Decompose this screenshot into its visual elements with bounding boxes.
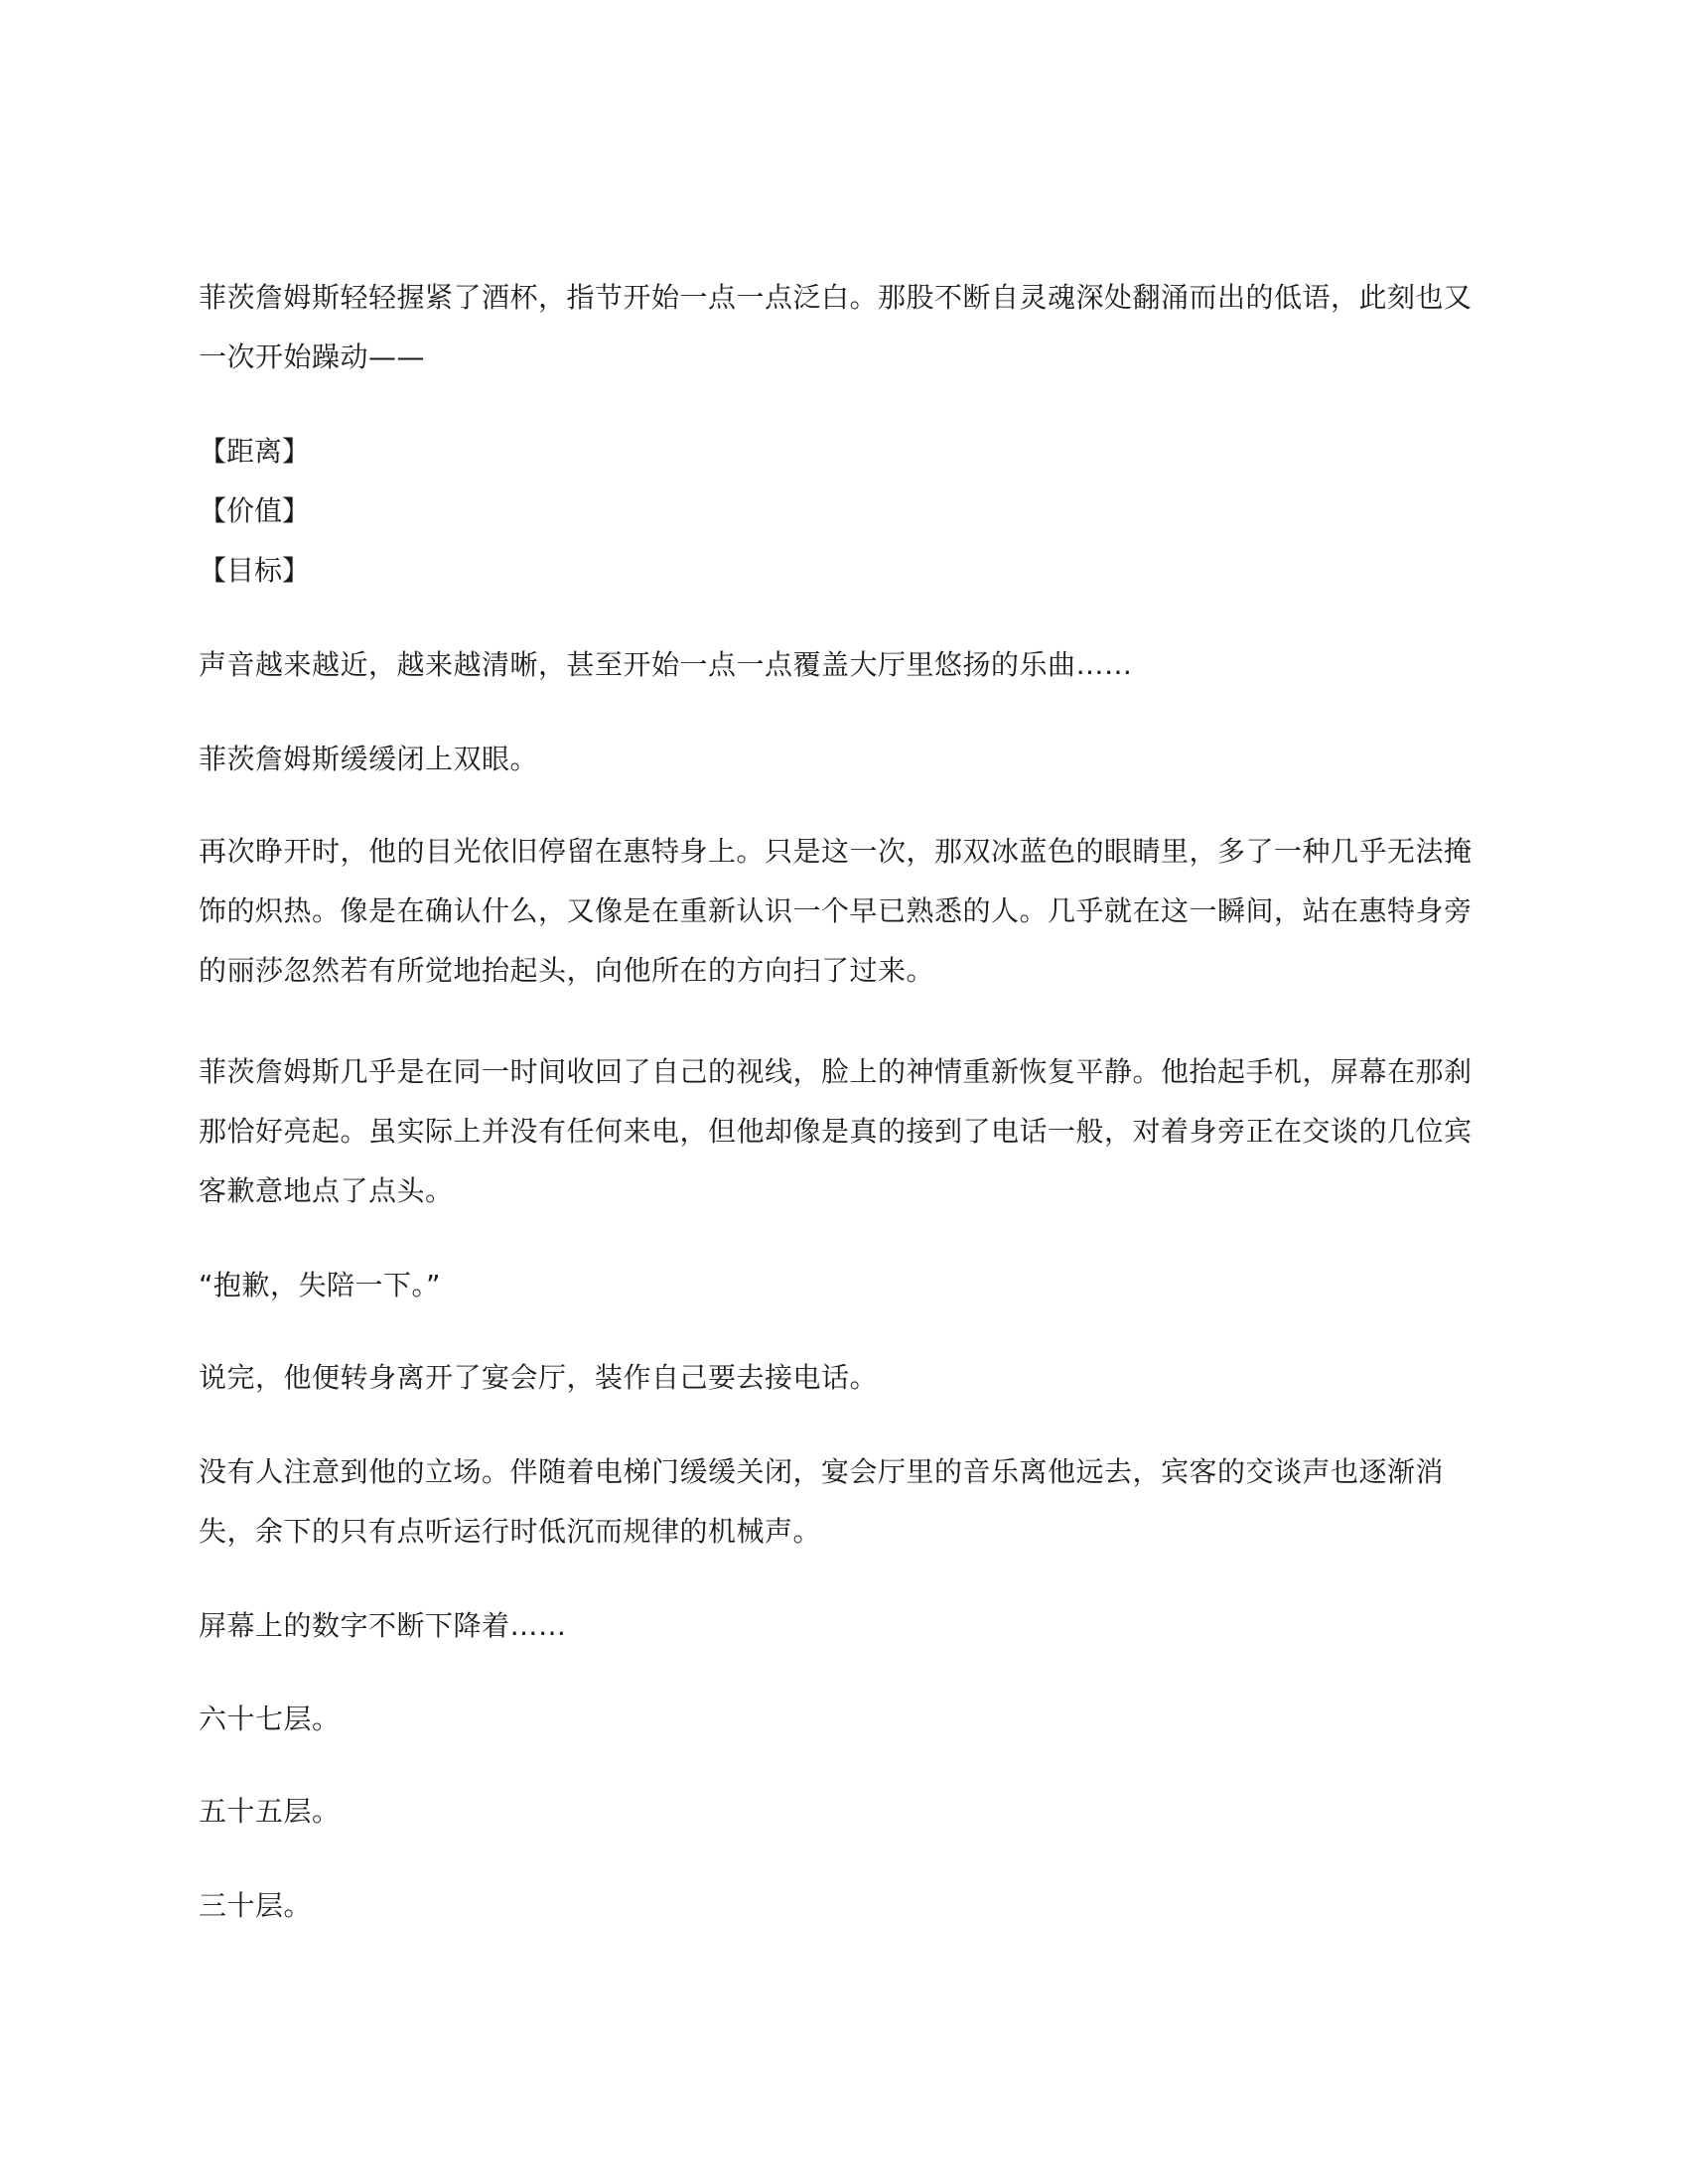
paragraph-10: 六十七层。 <box>199 1703 341 1735</box>
paragraph-1: 菲茨詹姆斯轻轻握紧了酒杯，指节开始一点一点泛白。那股不断自灵魂深处翻涌而出的低语，此刻也又一次开始躁动—— <box>199 281 1473 373</box>
tag-distance: 【距离】 <box>199 435 311 468</box>
tag-target: 【目标】 <box>199 554 311 587</box>
paragraph-6: “抱歉，失陪一下。” <box>199 1269 442 1301</box>
paragraph-11: 五十五层。 <box>199 1795 341 1828</box>
paragraph-5: 菲茨詹姆斯几乎是在同一时间收回了自己的视线，脸上的神情重新恢复平静。他抬起手机，屏幕在那刹那恰好亮起。虽实际上并没有任何来电，但他却像是真的接到了电话一般，对着身旁正在交谈的几位宾客歉意地点了点头。 <box>199 1055 1473 1207</box>
paragraph-2: 声音越来越近，越来越清晰，甚至开始一点一点覆盖大厅里悠扬的乐曲…… <box>199 648 1133 681</box>
paragraph-8: 没有人注意到他的立场。伴随着电梯门缓缓关闭，宴会厅里的音乐离他远去，宾客的交谈声也逐渐消失，余下的只有点听运行时低沉而规律的机械声。 <box>199 1455 1445 1548</box>
paragraph-3: 菲茨詹姆斯缓缓闭上双眼。 <box>199 743 539 775</box>
paragraph-9: 屏幕上的数字不断下降着…… <box>199 1609 567 1642</box>
tag-value: 【价值】 <box>199 494 311 527</box>
paragraph-4: 再次睁开时，他的目光依旧停留在惠特身上。只是这一次，那双冰蓝色的眼睛里，多了一种几乎无法掩饰的炽热。像是在确认什么，又像是在重新认识一个早已熟悉的人。几乎就在这一瞬间，站在惠特身旁的丽莎忽然若有所觉地抬起头，向他所在的方向扫了过来。 <box>199 835 1473 987</box>
paragraph-12: 三十层。 <box>199 1889 313 1922</box>
paragraph-7: 说完，他便转身离开了宴会厅，装作自己要去接电话。 <box>199 1361 879 1394</box>
